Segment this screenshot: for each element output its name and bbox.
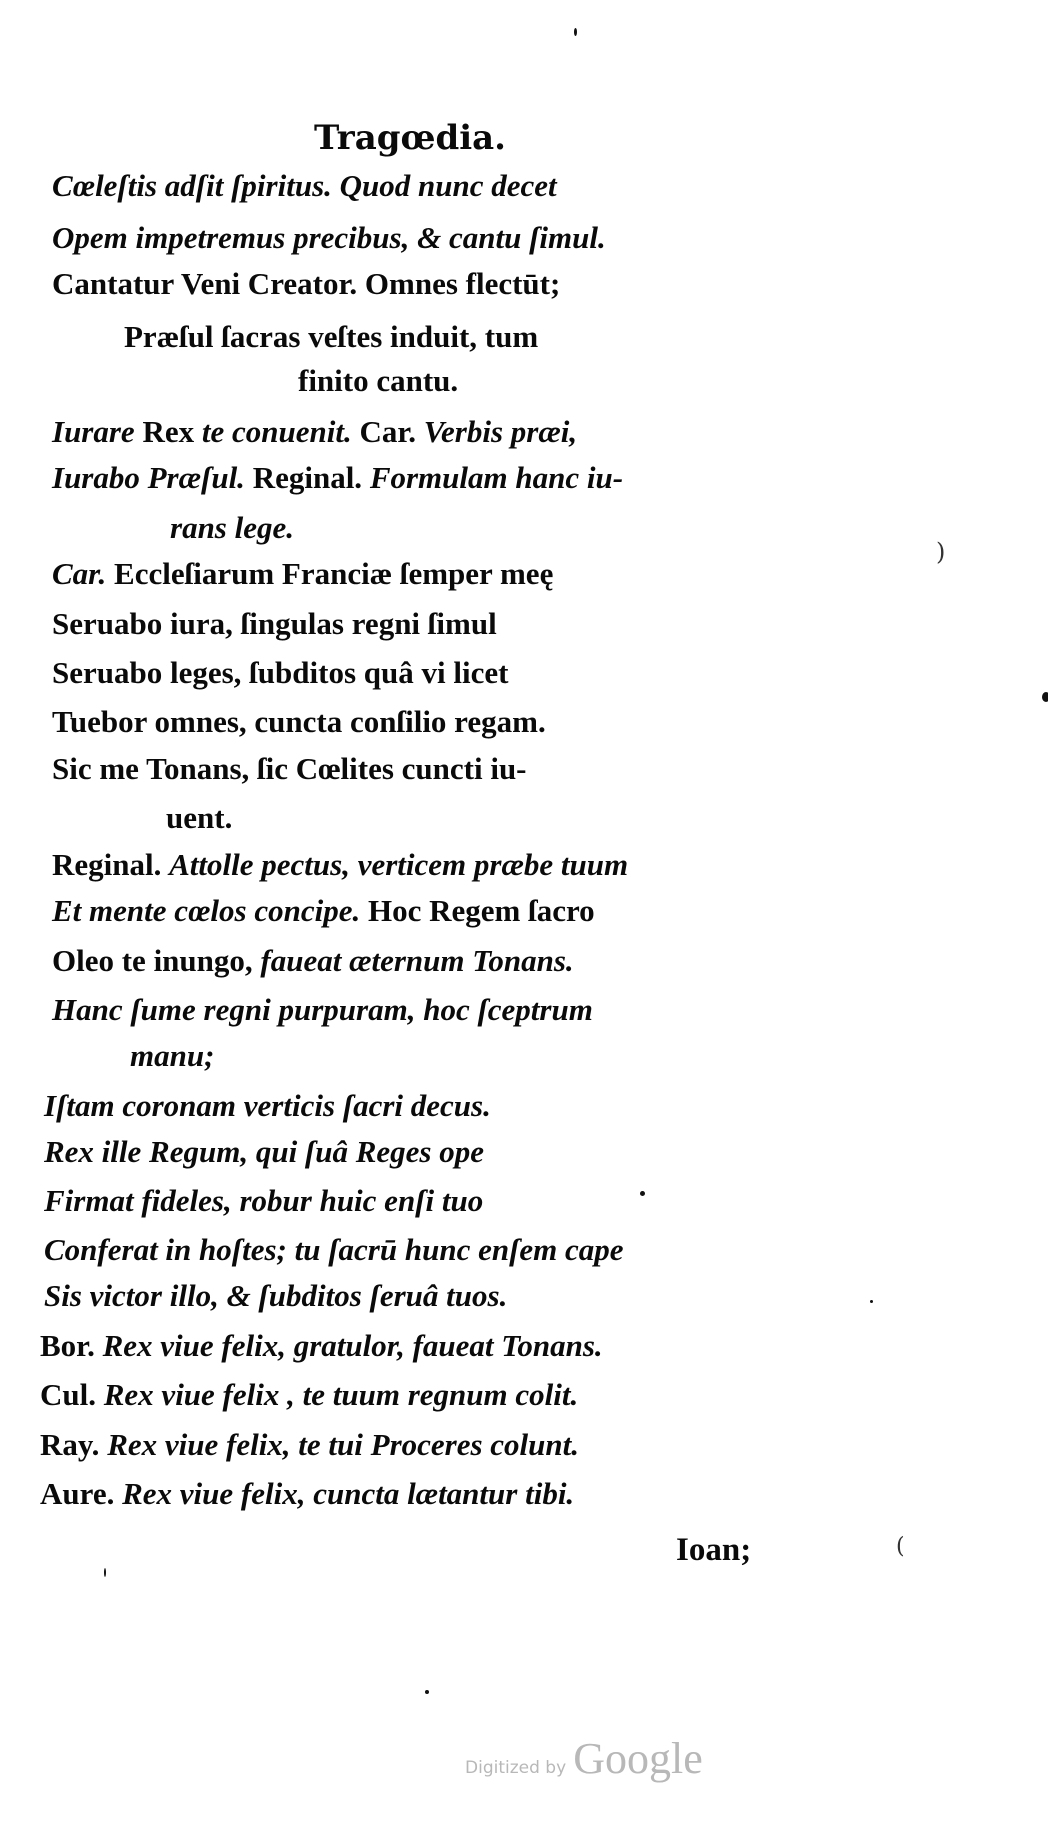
text-run: Cœleſtis adſit ſpiritus. Quod nunc decet [52, 168, 557, 203]
text-line [40, 1375, 578, 1415]
text-run: Et mente cœlos concipe. [52, 893, 368, 928]
text-line [52, 702, 546, 742]
text-line [298, 361, 458, 401]
text-run: finito cantu. [298, 363, 459, 398]
text-line [52, 218, 606, 258]
text-run: Seruabo iura, ſingulas regni ſimul [52, 606, 497, 641]
text-line [124, 317, 538, 357]
text-line [52, 412, 577, 452]
text-run: Car. [359, 414, 424, 449]
text-line [52, 990, 593, 1030]
text-run: Rex [142, 414, 202, 449]
text-run: Præſul ſacras veſtes induit, tum [124, 319, 539, 354]
text-run: Rex ille Regum, qui ſuâ Reges ope [44, 1134, 485, 1169]
text-line [52, 941, 574, 981]
text-line [52, 554, 553, 594]
text-run: Rex viue felix , te tuum regnum colit. [103, 1377, 579, 1412]
text-run: Iſtam coronam verticis ſacri decus. [44, 1088, 491, 1123]
text-run: Oleo te inungo, [52, 943, 261, 978]
text-run: Hoc Regem ſacro [367, 893, 595, 928]
text-line [52, 264, 560, 304]
text-run: Iurabo Præſul. [52, 460, 253, 495]
text-line [44, 1132, 484, 1172]
digitized-by-google-watermark [465, 1733, 703, 1784]
text-line [52, 891, 595, 931]
text-run: Cul. [40, 1377, 104, 1412]
text-line [52, 653, 508, 693]
catchword: Ioan; [676, 1532, 752, 1568]
text-line [40, 1326, 603, 1366]
text-run: Formulam hanc iu- [369, 460, 624, 495]
text-line [166, 798, 232, 838]
running-head: Tragœdia. [313, 118, 507, 158]
text-run: Rex viue felix, cuncta lætantur tibi. [122, 1476, 575, 1511]
text-run: Iurare [52, 414, 143, 449]
text-run: Aure. [40, 1476, 123, 1511]
text-run: Attolle pectus, verticem præbe tuum [169, 847, 629, 882]
text-run: Hanc ſume regni purpuram, hoc ſceptrum [52, 992, 593, 1027]
text-line [40, 1425, 579, 1465]
scan-speck [574, 28, 577, 36]
scan-speck [870, 1300, 873, 1303]
text-run: Reginal. [52, 847, 170, 882]
text-line [44, 1230, 624, 1270]
text-run: Sis victor illo, & ſubditos ſeruâ tuos. [44, 1278, 508, 1313]
text-run: Reginal. [252, 460, 370, 495]
scan-speck [640, 1191, 645, 1196]
text-line [52, 458, 623, 498]
text-run: rans lege. [170, 510, 294, 545]
watermark-brand: Google [573, 1734, 703, 1783]
watermark-prefix: Digitized by [465, 1758, 567, 1778]
text-run: Sic me Tonans, ſic Cœlites cuncti iu- [52, 751, 527, 786]
text-line [44, 1086, 491, 1126]
text-run: Ray. [40, 1427, 108, 1462]
text-line [40, 1474, 574, 1514]
text-line [52, 845, 628, 885]
scan-mark: ( [896, 1534, 905, 1559]
text-line [52, 166, 557, 206]
text-run: Cantatur Veni Creator. Omnes flectūt; [52, 266, 561, 301]
text-run: Rex viue felix, gratulor, faueat Tonans. [102, 1328, 603, 1363]
text-run: Tuebor omnes, cuncta conſilio regam. [52, 704, 546, 739]
text-run: Seruabo leges, ſubditos quâ vi licet [52, 655, 509, 690]
text-run: Eccleſiarum Franciæ ſemper meę [114, 556, 554, 591]
text-line [170, 508, 294, 548]
text-run: manu; [130, 1038, 215, 1073]
text-run: uent. [166, 800, 233, 835]
text-run: te conuenit. [201, 414, 360, 449]
text-line [130, 1036, 214, 1076]
text-line [44, 1181, 483, 1221]
text-run: Opem impetremus precibus, & cantu ſimul. [52, 220, 606, 255]
text-run: Verbis præi, [423, 414, 578, 449]
text-run: Rex viue felix, te tui Proceres colunt. [107, 1427, 580, 1462]
text-line [52, 604, 497, 644]
text-run: Car. [52, 556, 115, 591]
text-run: Conferat in hoſtes; tu ſacrū hunc enſem cape [44, 1232, 624, 1267]
text-run: faueat æternum Tonans. [260, 943, 574, 978]
text-line [44, 1276, 507, 1316]
text-run: Firmat fideles, robur huic enſi tuo [44, 1183, 484, 1218]
text-run: Bor. [40, 1328, 103, 1363]
scan-speck [1042, 692, 1048, 702]
text-line [52, 749, 527, 789]
scan-speck [104, 1568, 106, 1577]
scan-speck [425, 1690, 429, 1694]
scan-mark: ) [936, 538, 946, 566]
